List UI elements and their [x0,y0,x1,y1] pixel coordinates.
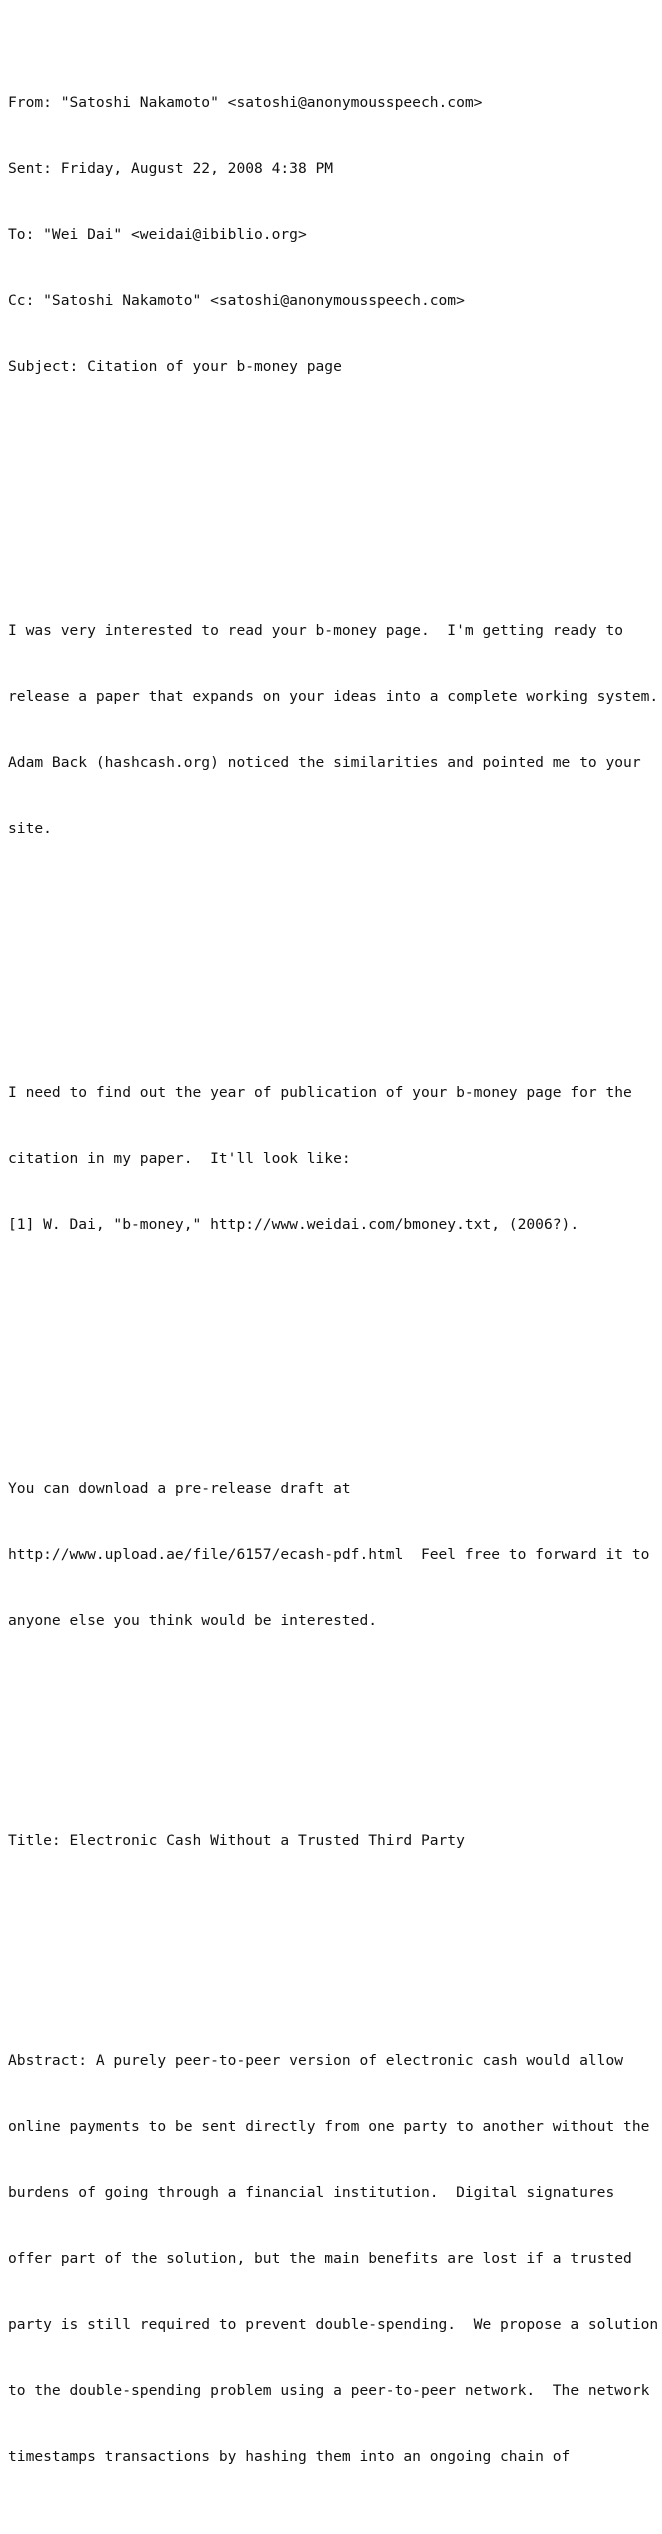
text-line: release a paper that expands on your ideas into a complete working system. [8,688,659,705]
paragraph-abstract [8,2006,662,2512]
text-line: I was very interested to read your b-money page. I'm getting ready to [8,622,624,639]
text-line: anyone else you think would be interested. [8,1612,378,1629]
text-line: to the double-spending problem using a peer-to-peer network. The network [8,2382,650,2399]
text-line: citation in my paper. It'll look like: [8,1150,351,1167]
text-line: offer part of the solution, but the main benefits are lost if a trusted [8,2250,632,2267]
text-line: You can download a pre-release draft at [8,1480,351,1497]
spacer [8,1346,662,1368]
text-line: burdens of going through a financial institution. Digital signatures [8,2184,615,2201]
paragraph-intro [8,576,662,884]
text-line: Adam Back (hashcash.org) noticed the similarities and pointed me to your [8,754,641,771]
text-line: timestamps transactions by hashing them into an ongoing chain of [8,2448,571,2465]
cc-line: Cc: "Satoshi Nakamoto" <satoshi@anonymousspeech.com> [8,292,465,309]
email-header [8,48,662,422]
sent-line: Sent: Friday, August 22, 2008 4:38 PM [8,160,334,177]
spacer [8,1918,662,1940]
citation-line: [1] W. Dai, "b-money," http://www.weidai.com/bmoney.txt, (2006?). [8,1216,580,1233]
paper-title: Title: Electronic Cash Without a Trusted Third Party [8,1832,465,1849]
subject-line: Subject: Citation of your b-money page [8,358,342,375]
spacer [8,1742,662,1764]
spacer [8,950,662,972]
text-line: I need to find out the year of publication of your b-money page for the [8,1084,632,1101]
text-line: party is still required to prevent double-spending. We propose a solution [8,2316,659,2333]
text-line: online payments to be sent directly from one party to another without the [8,2118,650,2135]
text-line: site. [8,820,52,837]
from-line: From: "Satoshi Nakamoto" <satoshi@anonymousspeech.com> [8,94,483,111]
spacer [8,488,662,510]
to-line: To: "Wei Dai" <weidai@ibiblio.org> [8,226,307,243]
paragraph-citation [8,1038,662,1280]
download-link-line: http://www.upload.ae/file/6157/ecash-pdf.html Feel free to forward it to [8,1546,650,1563]
text-line: Abstract: A purely peer-to-peer version of electronic cash would allow [8,2052,624,2069]
paragraph-download [8,1434,662,1676]
